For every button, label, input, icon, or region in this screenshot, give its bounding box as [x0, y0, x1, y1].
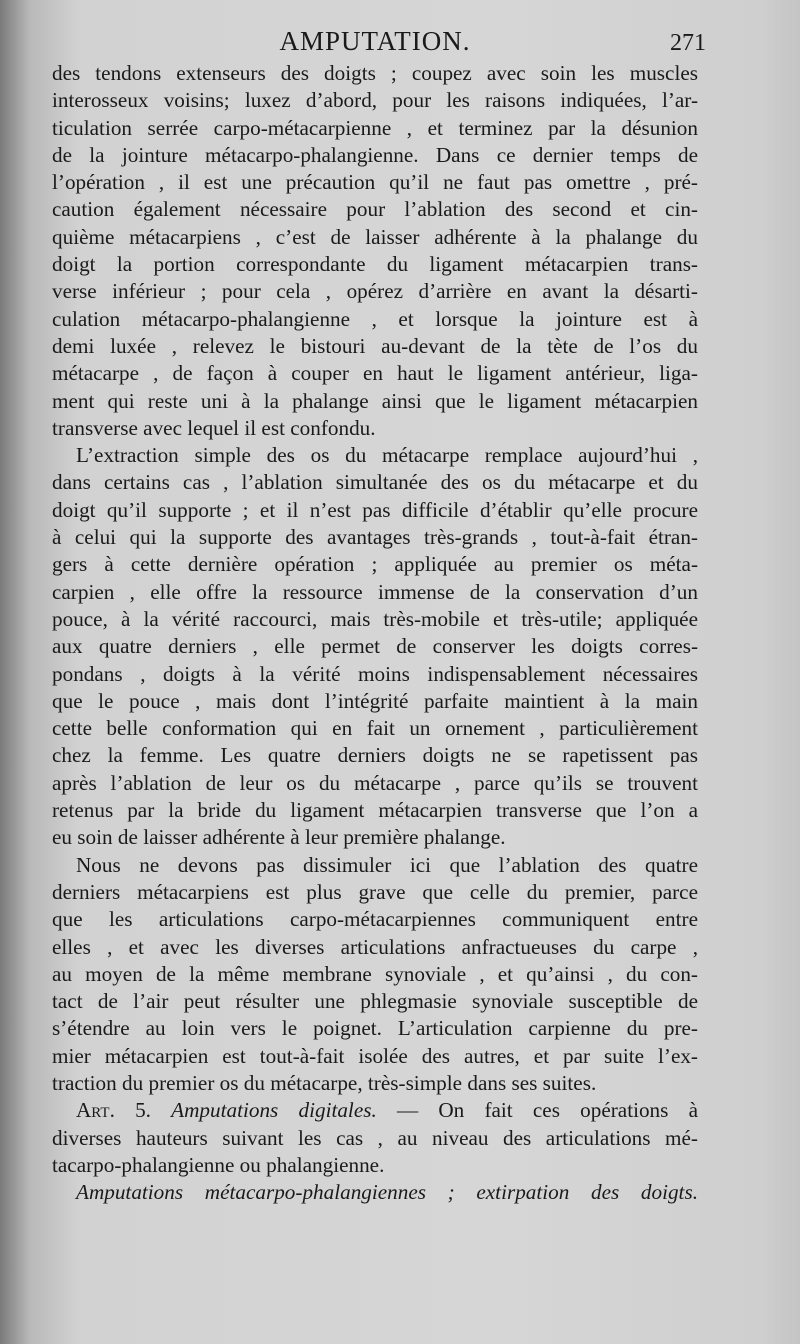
text-line: retenus par la bride du ligament métacarpien transverse que l’on a: [52, 798, 698, 823]
page-header: [52, 26, 706, 60]
text-line: transverse avec lequel il est confondu.: [52, 415, 376, 440]
text-line: doigt qu’il supporte ; et il n’est pas difficile d’établir qu’elle procure: [52, 497, 698, 522]
text-line: quième métacarpiens , c’est de laisser adhérente à la phalange du: [52, 224, 698, 249]
text-line: carpien , elle offre la ressource immense de la conservation d’un: [52, 579, 698, 604]
text-line: après l’ablation de leur os du métacarpe , parce qu’ils se trouvent: [52, 770, 698, 795]
text-line: verse inférieur ; pour cela , opérez d’arrière en avant la désarti-: [52, 279, 698, 304]
text-line: mier métacarpien est tout-à-fait isolée des autres, et par suite l’ex-: [52, 1043, 698, 1068]
text-line: l’opération , il est une précaution qu’il ne faut pas omettre , pré-: [52, 170, 698, 195]
text-line: demi luxée , relevez le bistouri au-devant de la tète de l’os du: [52, 333, 698, 358]
text-line: ment qui reste uni à la phalange ainsi que le ligament métacarpien: [52, 388, 698, 413]
text-line: Nous ne devons pas dissimuler ici que l’ablation des quatre: [76, 852, 698, 877]
text-line: eu soin de laisser adhérente à leur première phalange.: [52, 825, 506, 850]
text-line: ticulation serrée carpo-métacarpienne , et terminez par la désunion: [52, 115, 698, 140]
text-line: métacarpe , de façon à couper en haut le ligament antérieur, liga-: [52, 361, 698, 386]
body-text: [52, 60, 698, 1206]
text-line: que les articulations carpo-métacarpiennes communiquent entre: [52, 907, 698, 932]
text-line: doigt la portion correspondante du ligament métacarpien trans-: [52, 252, 698, 277]
article-label: Art. 5.: [76, 1098, 151, 1123]
text-line: interosseux voisins; luxez d’abord, pour les raisons indiquées, l’ar-: [52, 88, 698, 113]
text-line: à celui qui la supporte des avantages très-grands , tout-à-fait étran-: [52, 525, 698, 550]
text-line: derniers métacarpiens est plus grave que celle du premier, parce: [52, 879, 698, 904]
text-line: culation métacarpo-phalangienne , et lorsque la jointure est à: [52, 306, 698, 331]
text-line: cette belle conformation qui en fait un ornement , particulièrement: [52, 716, 698, 741]
text-line: dans certains cas , l’ablation simultanée des os du métacarpe et du: [52, 470, 698, 495]
text-line: elles , et avec les diverses articulations anfractueuses du carpe ,: [52, 934, 698, 959]
text-line: s’étendre au loin vers le poignet. L’articulation carpienne du pre-: [52, 1016, 698, 1041]
article-heading-line: [52, 1097, 698, 1124]
text-line: caution également nécessaire pour l’ablation des second et cin-: [52, 197, 698, 222]
text-line: que le pouce , mais dont l’intégrité parfaite maintient à la main: [52, 688, 698, 713]
text-line: L’extraction simple des os du métacarpe remplace aujourd’hui ,: [76, 443, 698, 468]
section-heading: Amputations métacarpo-phalangiennes ; extirpation des doigts.: [76, 1180, 698, 1205]
text-line: tacarpo-phalangienne ou phalangienne.: [52, 1152, 385, 1177]
text-line: au moyen de la même membrane synoviale , et qu’ainsi , du con-: [52, 961, 698, 986]
text-line: gers à cette dernière opération ; appliquée au premier os méta-: [52, 552, 698, 577]
text-line: des tendons extenseurs des doigts ; coupez avec soin les muscles: [52, 61, 698, 85]
text-line: aux quatre derniers , elle permet de conserver les doigts corres-: [52, 634, 698, 659]
text-line: pondans , doigts à la vérité moins indispensablement nécessaires: [52, 661, 698, 686]
text-line: diverses hauteurs suivant les cas , au niveau des articulations mé-: [52, 1125, 698, 1150]
text-line: traction du premier os du métacarpe, très-simple dans ses suites.: [52, 1070, 597, 1095]
article-title: Amputations digitales.: [171, 1098, 377, 1123]
text-line: tact de l’air peut résulter une phlegmasie synoviale susceptible de: [52, 989, 698, 1014]
running-title: AMPUTATION.: [279, 26, 471, 56]
article-text: — On fait ces opérations à: [376, 1098, 699, 1123]
book-page: [52, 26, 706, 1206]
page-number: 271: [670, 30, 706, 56]
text-line: pouce, à la vérité raccourci, mais très-mobile et très-utile; appliquée: [52, 606, 698, 631]
text-line: chez la femme. Les quatre derniers doigts ne se rapetissent pas: [52, 743, 698, 768]
text-line: de la jointure métacarpo-phalangienne. Dans ce dernier temps de: [52, 142, 698, 167]
